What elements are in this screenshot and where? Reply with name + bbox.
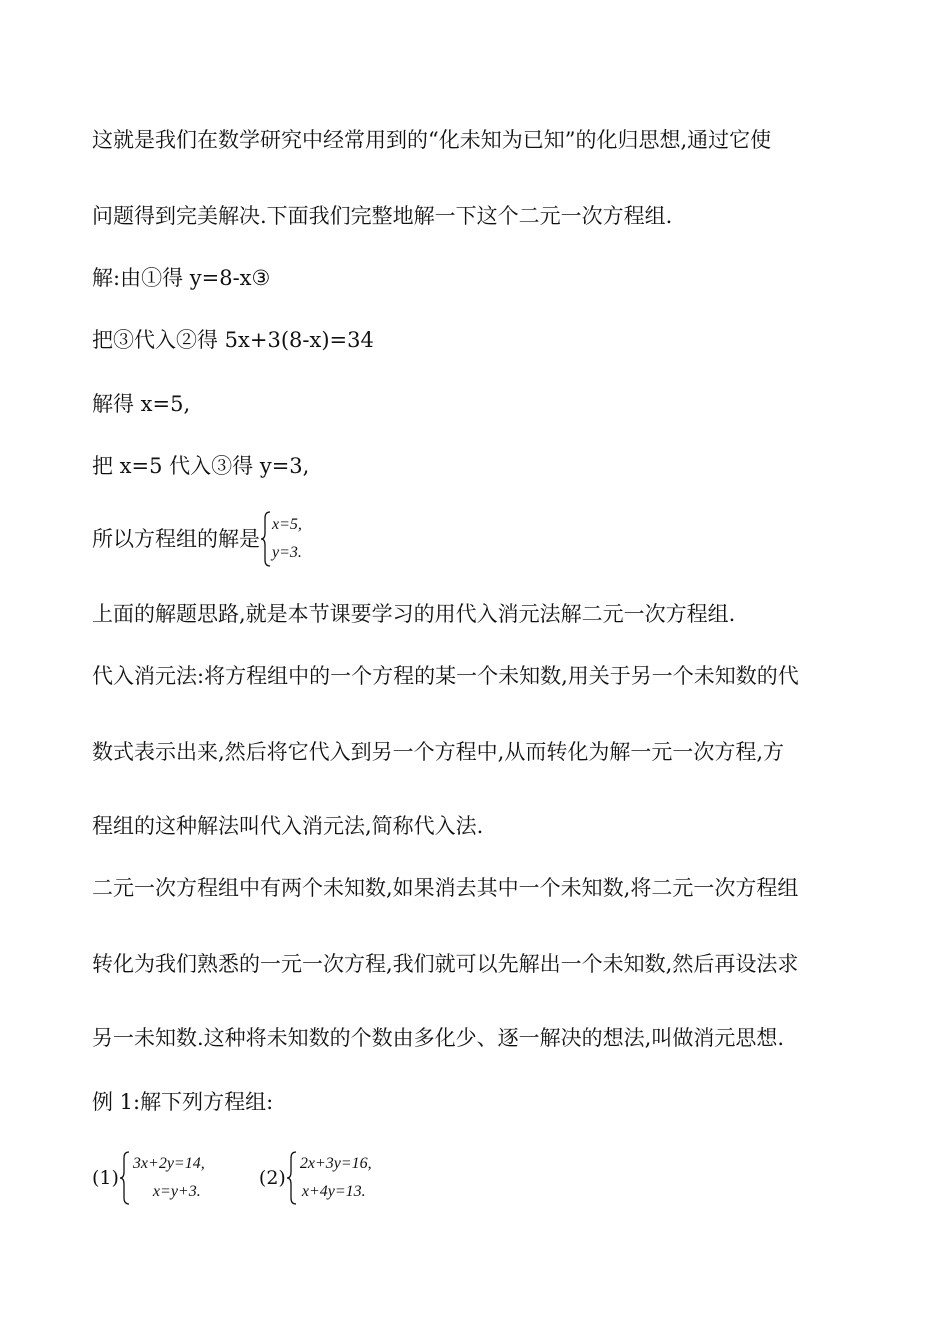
paragraph-line: 数式表示出来,然后将它代入到另一个方程中,从而转化为解一元一次方程,方 (92, 740, 785, 764)
paragraph-line: 程组的这种解法叫代入消元法,简称代入法. (92, 814, 484, 838)
left-brace-icon (119, 1150, 131, 1206)
left-brace-icon (286, 1150, 298, 1206)
example-label: (2) (258, 1167, 286, 1189)
solution-system (260, 510, 330, 568)
solution-line: 把③代入②得 5x+3(8-x)=34 (92, 328, 374, 352)
equation: 3x+2y=14, (132, 1155, 205, 1172)
paragraph-line: 另一未知数.这种将未知数的个数由多化少、逐一解决的想法,叫做消元思想. (92, 1026, 785, 1050)
solution-conclusion (92, 510, 330, 570)
paragraph-line: 二元一次方程组中有两个未知数,如果消去其中一个未知数,将二元一次方程组 (92, 876, 799, 900)
example-label: (1) (92, 1167, 119, 1189)
equation: 2x+3y=16, (299, 1155, 372, 1172)
solution-line: 把 x=5 代入③得 y=3, (92, 454, 310, 478)
paragraph-line: 问题得到完美解决.下面我们完整地解一下这个二元一次方程组. (92, 204, 673, 228)
left-brace-icon (260, 510, 272, 568)
paragraph-line: 上面的解题思路,就是本节课要学习的用代入消元法解二元一次方程组. (92, 602, 736, 626)
solution-conclusion-text: 所以方程组的解是 (92, 527, 260, 551)
paragraph-line: 这就是我们在数学研究中经常用到的“化未知为已知”的化归思想,通过它使 (92, 128, 772, 152)
solution-line: 解得 x=5, (92, 392, 191, 416)
solution-equation: y=3. (272, 544, 302, 561)
solution-equation: x=5, (272, 516, 302, 533)
equation: x+4y=13. (301, 1183, 366, 1200)
example-system-1 (119, 1150, 259, 1206)
example-systems (92, 1150, 426, 1206)
example-title: 例 1:解下列方程组: (92, 1090, 274, 1114)
paragraph-line: 转化为我们熟悉的一元一次方程,我们就可以先解出一个未知数,然后再设法求 (92, 952, 799, 976)
equation: x=y+3. (152, 1183, 201, 1200)
solution-line: 解:由①得 y=8-x③ (92, 266, 271, 290)
paragraph-line: 代入消元法:将方程组中的一个方程的某一个未知数,用关于另一个未知数的代 (92, 664, 799, 688)
example-system-2 (286, 1150, 426, 1206)
